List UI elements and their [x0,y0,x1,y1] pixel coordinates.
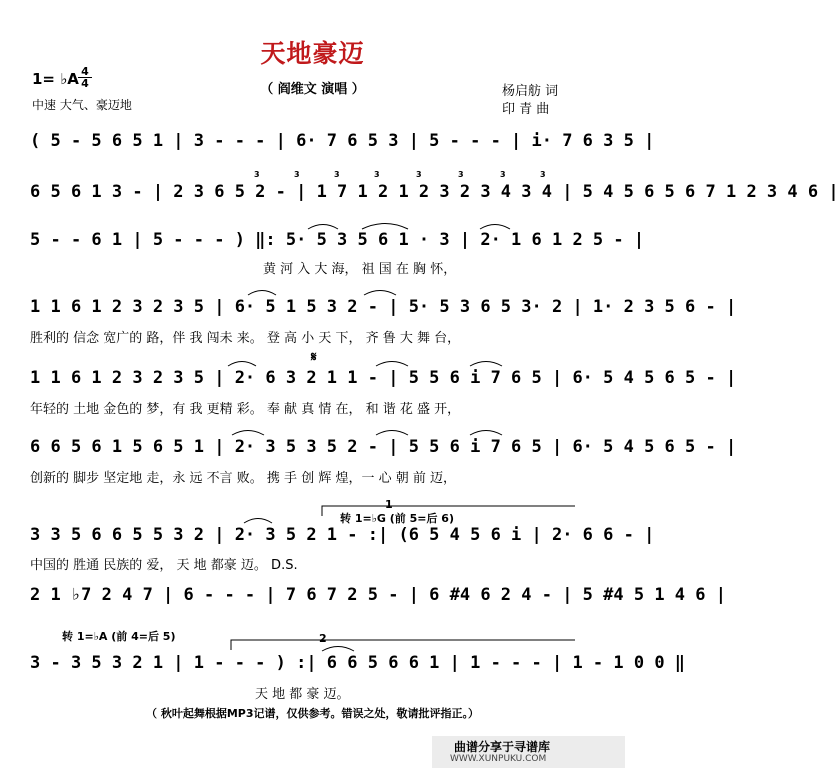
lyricist-credit: 杨启舫 词 [502,84,559,99]
volta-1-bracket [322,506,575,516]
lyric-line-5: 中国的 胜通 民族的 爱， 天 地 都豪 迈。 D.S. [30,558,298,573]
composer-credit: 印 青 曲 [502,102,550,117]
slur-mark [244,519,272,524]
triplet-mark: 3 [334,170,340,179]
slur-mark [362,224,408,230]
slur-mark [376,362,408,367]
modulation-to-g-flat: 转 1=♭G (前 5=后 6) [340,512,454,525]
slur-mark [322,647,354,652]
notation-line-4: 1 1 6 1 2 3 2 3 5 | 6· 5 1 5 3 2 - | 5· 5 3 6 5 3· 2 | 1· 2 3 5 6 - | [30,297,737,317]
lyric-line-6: 天 地 都 豪 迈。 [255,687,350,702]
slur-mark [470,362,502,367]
lyric-line-3: 年轻的 土地 金色的 梦，有 我 更精 彩。 奉 献 真 情 在， 和 谐 花 盛 开， [30,402,461,417]
slur-mark [228,362,256,367]
key-signature: 1= ♭A [32,70,79,88]
slur-mark [480,225,510,230]
slur-mark [248,291,276,296]
slur-mark [376,431,408,436]
triplet-mark: 3 [500,170,506,179]
lyric-line-4: 创新的 脚步 坚定地 走，永 远 不言 败。 携 手 创 辉 煌，一 心 朝 前 迈， [30,471,456,486]
site-footer [432,736,625,768]
time-bottom: 4 [78,77,92,89]
tempo-marking: 中速 大气、豪迈地 [32,98,132,112]
modulation-to-a-flat: 转 1=♭A (前 4=后 5) [62,630,176,643]
triplet-mark: 3 [416,170,422,179]
song-title: 天地豪迈 [260,39,365,68]
footnote: （ 秋叶起舞根据MP3记谱，仅供参考。错误之处，敬请批评指正。） [146,707,479,720]
notation-line-7: 3 3 5 6 6 5 5 3 2 | 2· 3 5 2 1 - :| (6 5 4 5 6 i | 2· 6 6 - | [30,525,655,545]
triplet-mark: 3 [294,170,300,179]
lyric-line-1: 黄 河 入 大 海， 祖 国 在 胸 怀， [263,262,457,277]
volta-1-number: 1 [385,498,393,511]
notation-line-6: 6 6 5 6 1 5 6 5 1 | 2· 3 5 3 5 2 - | 5 5 6 i 7 6 5 | 6· 5 4 5 6 5 - | [30,437,737,457]
triplet-mark: 3 [458,170,464,179]
slur-mark [364,291,396,296]
lyric-line-2: 胜利的 信念 宽广的 路，伴 我 闯未 来。 登 高 小 天 下， 齐 鲁 大 舞 台， [30,331,461,346]
volta-2-number: 2 [319,632,327,645]
notation-line-1: ( 5 - 5 6 5 1 | 3 - - - | 6· 7 6 5 3 | 5 - - - | i· 7 6 3 5 | [30,131,655,151]
footer-title: 曲谱分享于寻谱库 [454,740,551,754]
volta-2-bracket [231,640,575,650]
slur-mark [232,431,264,436]
notation-line-8: 2 1 ♭7 2 4 7 | 6 - - - | 7 6 7 2 5 - | 6 #4 6 2 4 - | 5 #4 5 1 4 6 | [30,585,726,605]
segno-sign: 𝄋 [311,350,317,365]
time-top: 4 [81,65,89,78]
triplet-mark: 3 [540,170,546,179]
singer-credit: （ 阎维文 演唱 ） [260,82,365,97]
triplet-mark: 3 [374,170,380,179]
slur-mark [308,225,338,230]
slur-mark [470,431,502,436]
notation-line-5: 1 1 6 1 2 3 2 3 5 | 2· 6 3 2 1 1 - | 5 5 6 i 7 6 5 | 6· 5 4 5 6 5 - | [30,368,737,388]
triplet-mark: 3 [254,170,260,179]
notation-line-2: 6 5 6 1 3 - | 2 3 6 5 2 - | 1 7 1 2 1 2 3 2 3 4 3 4 | 5 4 5 6 5 6 7 1 2 3 4 6 | [30,182,839,202]
notation-line-9: 3 - 3 5 3 2 1 | 1 - - - ) :| 6 6 5 6 6 1 | 1 - - - | 1 - 1 0 0 ‖ [30,653,686,673]
footer-url: WWW.XUNPUKU.COM [450,754,547,764]
notation-line-3: 5 - - 6 1 | 5 - - - ) ‖: 5· 5 3 5 6 1 · 3 | 2· 1 6 1 2 5 - | [30,230,645,250]
